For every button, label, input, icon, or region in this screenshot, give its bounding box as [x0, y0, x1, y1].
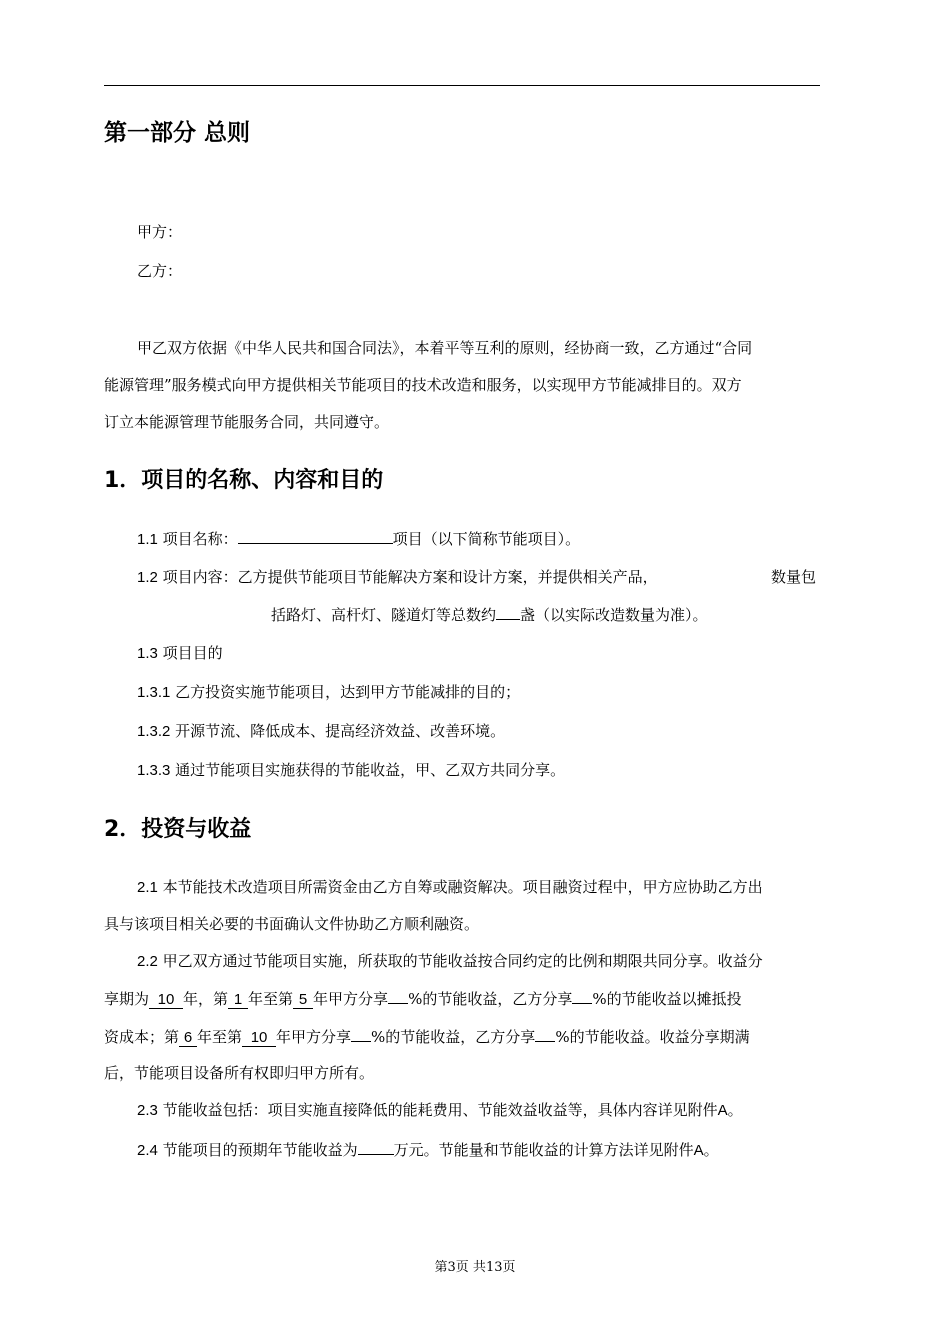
item-text: 乙方投资实施节能项目，达到甲方节能减排的目的；	[170, 683, 521, 701]
appendix-ref: A	[693, 1142, 704, 1159]
item-text: 资成本；第	[104, 1028, 180, 1046]
phase2-end-blank: 10	[242, 1030, 276, 1047]
item-number: 1.1	[137, 531, 158, 548]
page-number: 3	[447, 1260, 456, 1275]
end-year-blank: 5	[293, 992, 313, 1009]
item-number: 1.3	[137, 645, 158, 662]
item-1-2	[137, 566, 658, 587]
annual-saving-blank	[358, 1138, 394, 1155]
item-number: 2.3	[137, 1102, 158, 1119]
party-b-share-2-blank	[535, 1025, 555, 1042]
item-text: 甲乙双方通过节能项目实施，所获取的节能收益按合同约定的比例和期限共同分享。收益分	[157, 952, 763, 970]
item-text: 年至第	[248, 990, 294, 1008]
item-number: 2.4	[137, 1142, 158, 1159]
start-year-blank: 1	[228, 992, 248, 1009]
total-pages: 13	[485, 1260, 503, 1275]
intro-line-1: 甲乙双方依据《中华人民共和国合同法》，本着平等互利的原则，经协商一致，乙方通过“合同	[137, 339, 753, 357]
header-rule	[104, 85, 820, 86]
para-2-3	[137, 1099, 743, 1120]
item-1-1	[137, 527, 580, 549]
intro-line-2: 能源管理”服务模式向甲方提供相关节能项目的技术改造和服务，以实现甲方节能减排目的。双方	[104, 376, 742, 394]
party-b-label: 乙方：	[137, 262, 183, 280]
item-number: 2.2	[137, 953, 158, 970]
section-2-title: 2．投资与收益	[104, 817, 252, 842]
item-1-3-2	[137, 720, 505, 741]
item-1-3-3	[137, 759, 565, 780]
project-name-blank	[238, 527, 393, 544]
item-number: 1.3.1	[137, 684, 171, 701]
item-1-2-tail: 数量包	[771, 568, 817, 586]
party-a-label: 甲方：	[137, 223, 183, 241]
item-text: %的节能收益，乙方分享	[408, 990, 573, 1008]
item-text: 年至第	[197, 1028, 243, 1046]
item-text: 享期为	[104, 990, 150, 1008]
share-period-blank: 10	[149, 992, 183, 1009]
para-2-2-line-1	[137, 950, 763, 971]
intro-line-3: 订立本能源管理节能服务合同，共同遵守。	[104, 413, 390, 431]
footer-text: 页	[502, 1260, 516, 1275]
item-1-3-1	[137, 681, 520, 702]
party-a-share-2-blank	[351, 1025, 371, 1042]
item-1-2-cont	[271, 603, 708, 625]
part-title: 第一部分 总则	[104, 120, 251, 146]
item-text: %的节能收益。收益分享期满	[555, 1028, 750, 1046]
item-1-3	[137, 642, 223, 663]
para-2-1-line-1	[137, 876, 763, 897]
item-text: %的节能收益，乙方分享	[371, 1028, 536, 1046]
item-text: 项目目的	[157, 644, 223, 662]
para-2-2-line-3	[104, 1025, 750, 1047]
para-2-1-line-2: 具与该项目相关必要的书面确认文件协助乙方顺利融资。	[104, 915, 480, 933]
para-2-2-line-4: 后，节能项目设备所有权即归甲方所有。	[104, 1064, 375, 1082]
para-2-4	[137, 1138, 719, 1160]
item-text: 。	[703, 1141, 719, 1159]
item-number: 1.3.2	[137, 723, 171, 740]
item-text: 年甲方分享	[313, 990, 389, 1008]
item-text: 通过节能项目实施获得的节能收益，甲、乙双方共同分享。	[170, 761, 566, 779]
section-1-title: 1．项目的名称、内容和目的	[104, 468, 384, 493]
item-text: %的节能收益以摊抵投	[592, 990, 742, 1008]
item-text: 开源节流、降低成本、提高经济效益、改善环境。	[170, 722, 506, 740]
lamp-count-blank	[496, 603, 520, 620]
item-number: 2.1	[137, 879, 158, 896]
item-text: 项目名称：	[157, 530, 238, 548]
footer-text: 页 共	[455, 1260, 486, 1275]
para-2-2-line-2	[104, 987, 742, 1009]
item-text: 盏（以实际改造数量为准）。	[520, 606, 708, 624]
item-text: 年，第	[183, 990, 229, 1008]
item-text: 节能项目的预期年节能收益为	[157, 1141, 358, 1159]
item-number: 1.3.3	[137, 762, 171, 779]
footer-text: 第	[434, 1260, 448, 1275]
item-number: 1.2	[137, 569, 158, 586]
item-text: 本节能技术改造项目所需资金由乙方自筹或融资解决。项目融资过程中，甲方应协助乙方出	[157, 878, 763, 896]
page-footer	[0, 1256, 950, 1275]
party-a-share-blank	[388, 987, 408, 1004]
item-text: 项目（以下简称节能项目）。	[392, 530, 581, 548]
item-text: 节能收益包括：项目实施直接降低的能耗费用、节能效益收益等，具体内容详见附件	[157, 1101, 718, 1119]
phase2-start-blank: 6	[179, 1030, 197, 1047]
item-text: 。	[727, 1101, 743, 1119]
item-text: 项目内容：乙方提供节能项目节能解决方案和设计方案，并提供相关产品，	[157, 568, 658, 586]
party-b-share-blank	[572, 987, 592, 1004]
item-text: 年甲方分享	[276, 1028, 352, 1046]
appendix-ref: A	[717, 1102, 728, 1119]
item-text: 括路灯、高杆灯、隧道灯等总数约	[271, 606, 497, 624]
item-text: 万元。节能量和节能收益的计算方法详见附件	[393, 1141, 694, 1159]
